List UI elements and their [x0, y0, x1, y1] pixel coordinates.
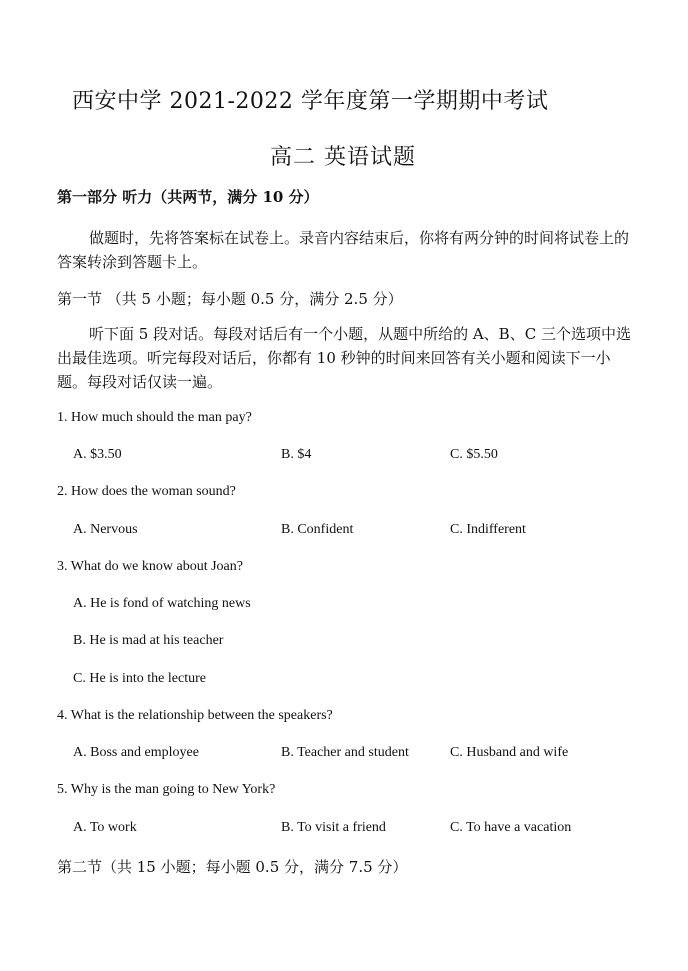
part1-heading: 第一部分 听力（共两节，满分 10 分）: [57, 188, 319, 206]
exam-title: 西安中学 2021-2022 学年度第一学期期中考试: [72, 89, 549, 114]
question-5-stem: 5. Why is the man going to New York?: [57, 782, 276, 797]
section1-instruction: 听下面 5 段对话。每段对话后有一个小题，从题中所给的 A、B、C 三个选项中选出最佳选项。听完每段对话后，你都有 10 秒钟的时间来回答有关小题和阅读下一小题。每段对话仅读一遍。: [57, 325, 631, 391]
part1-instruction: 做题时，先将答案标在试卷上。录音内容结束后，你将有两分钟的时间将试卷上的答案转涂到答题卡上。: [57, 229, 630, 271]
question-4-stem: 4. What is the relationship between the speakers?: [57, 708, 333, 723]
question-2-option-c: C. Indifferent: [450, 522, 526, 537]
question-4-option-a: A. Boss and employee: [73, 745, 199, 760]
question-5-option-c: C. To have a vacation: [450, 820, 572, 835]
question-5-option-b: B. To visit a friend: [281, 820, 386, 835]
question-2-option-a: A. Nervous: [73, 522, 138, 537]
question-4-option-c: C. Husband and wife: [450, 745, 569, 760]
question-3-option-c: C. He is into the lecture: [73, 671, 206, 686]
section2-heading: 第二节（共 15 小题；每小题 0.5 分，满分 7.5 分）: [57, 858, 408, 876]
question-3-option-a: A. He is fond of watching news: [73, 596, 251, 611]
question-1-option-c: C. $5.50: [450, 447, 498, 462]
section1-heading: 第一节 （共 5 小题；每小题 0.5 分，满分 2.5 分）: [57, 290, 403, 308]
exam-subtitle: 高二 英语试题: [270, 145, 416, 170]
question-3-stem: 3. What do we know about Joan?: [57, 559, 243, 574]
question-4-option-b: B. Teacher and student: [281, 745, 409, 760]
question-1-stem: 1. How much should the man pay?: [57, 410, 252, 425]
question-5-option-a: A. To work: [73, 820, 137, 835]
question-1-option-b: B. $4: [281, 447, 312, 462]
question-2-option-b: B. Confident: [281, 522, 354, 537]
question-3-option-b: B. He is mad at his teacher: [73, 633, 224, 648]
question-1-option-a: A. $3.50: [73, 447, 122, 462]
question-2-stem: 2. How does the woman sound?: [57, 484, 236, 499]
